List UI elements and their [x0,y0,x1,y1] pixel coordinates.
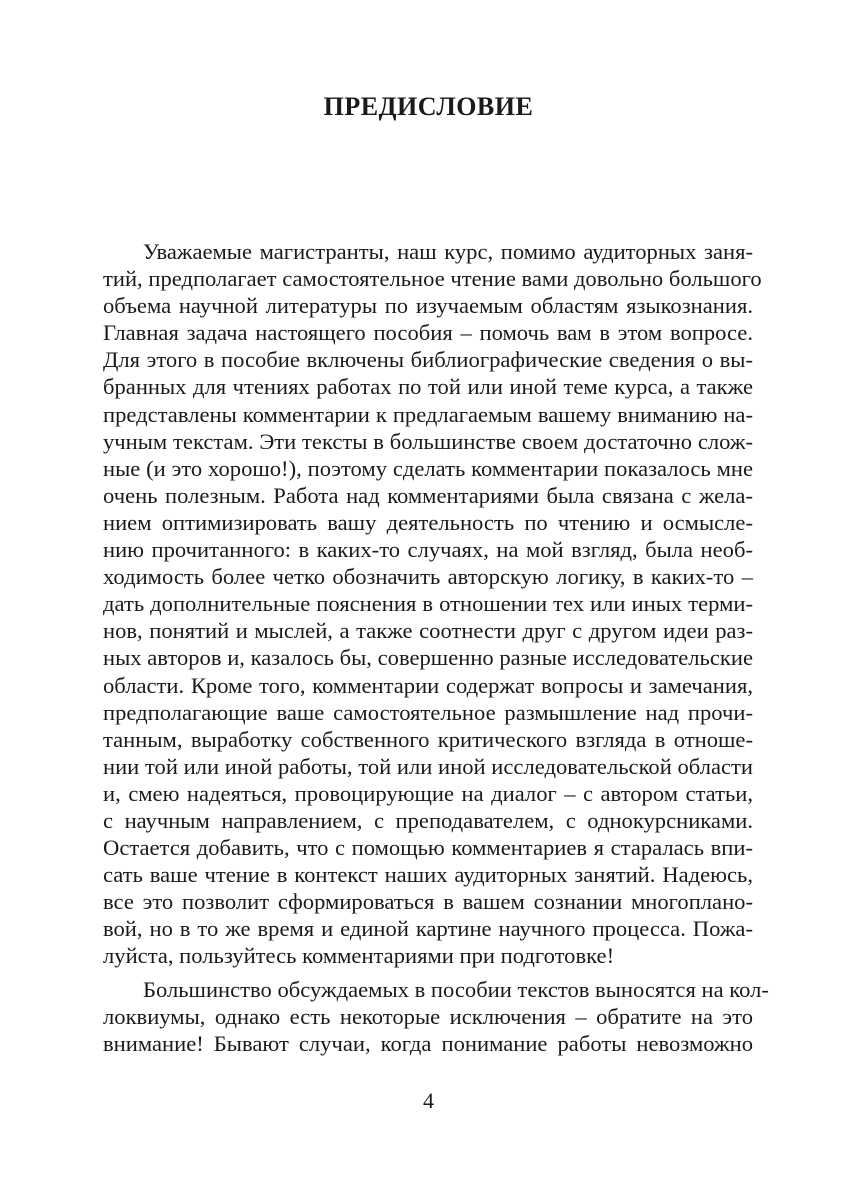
text-line: области. Кроме того, комментарии содержат вопросы и замечания, [103,672,753,698]
text-line: представлены комментарии к предлагаемым вашему вниманию на- [103,401,753,427]
text-line: с научным направлением, с преподавателем, с однокурсниками. [103,807,753,833]
text-line: все это позволит сформироваться в вашем сознании многоплано- [103,889,753,915]
text-line: ходимость более четко обозначить авторскую логику, в каких-то – [103,564,753,590]
text-line: Для этого в пособие включены библиографические сведения о вы- [103,347,753,373]
text-line: тий, предполагает самостоятельное чтение вами довольно большого [103,266,762,292]
text-line: танным, выработку собственного критического взгляда в отноше- [103,726,753,752]
text-line: луйста, пользуйтесь комментариями при подготовке! [103,943,615,969]
paragraph-2 [103,976,769,1057]
text-line: вой, но в то же время и единой картине научного процесса. Пожа- [103,916,753,942]
text-line: нов, понятий и мыслей, а также соотнести друг с другом идеи раз- [103,618,753,644]
page-number: 4 [423,1088,434,1113]
body-text [103,238,769,1057]
text-line: ных авторов и, казалось бы, совершенно разные исследовательские [103,645,753,671]
text-line: локвиумы, однако есть некоторые исключения – обратите на это [103,1003,753,1029]
text-line: внимание! Бывают случаи, когда понимание работы невозможно [103,1030,753,1056]
text-line: объема научной литературы по изучаемым областям языкознания. [103,293,753,319]
text-line: сать ваше чтение в контекст наших аудиторных занятий. Надеюсь, [103,862,753,888]
paragraph-1 [103,238,762,970]
text-line: очень полезным. Работа над комментариями была связана с жела- [103,482,753,508]
text-line: учным текстам. Эти тексты в большинстве своем достаточно слож- [103,428,753,454]
text-line: Большинство обсуждаемых в пособии текстов выносятся на кол- [143,976,769,1002]
text-line: нием оптимизировать вашу деятельность по чтению и осмысле- [103,509,753,535]
text-line: нию прочитанного: в каких-то случаях, на мой взгляд, была необ- [103,537,753,563]
page-title: ПРЕДИСЛОВИЕ [323,92,534,121]
text-line: Главная задача настоящего пособия – помочь вам в этом вопросе. [103,320,753,346]
text-line: бранных для чтениях работах по той или иной теме курса, а также [103,374,753,400]
text-line: ные (и это хорошо!), поэтому сделать комментарии показалось мне [103,455,753,481]
text-line: дать дополнительные пояснения в отношении тех или иных терми- [103,591,753,617]
text-line: и, смею надеяться, провоцирующие на диалог – с автором статьи, [103,780,753,806]
text-line: Уважаемые магистранты, наш курс, помимо аудиторных заня- [143,239,753,264]
text-line: предполагающие ваше самостоятельное размышление над прочи- [103,699,753,725]
text-line: нии той или иной работы, той или иной исследовательской области [103,753,753,779]
text-line: Остается добавить, что с помощью комментариев я старалась впи- [103,835,753,861]
